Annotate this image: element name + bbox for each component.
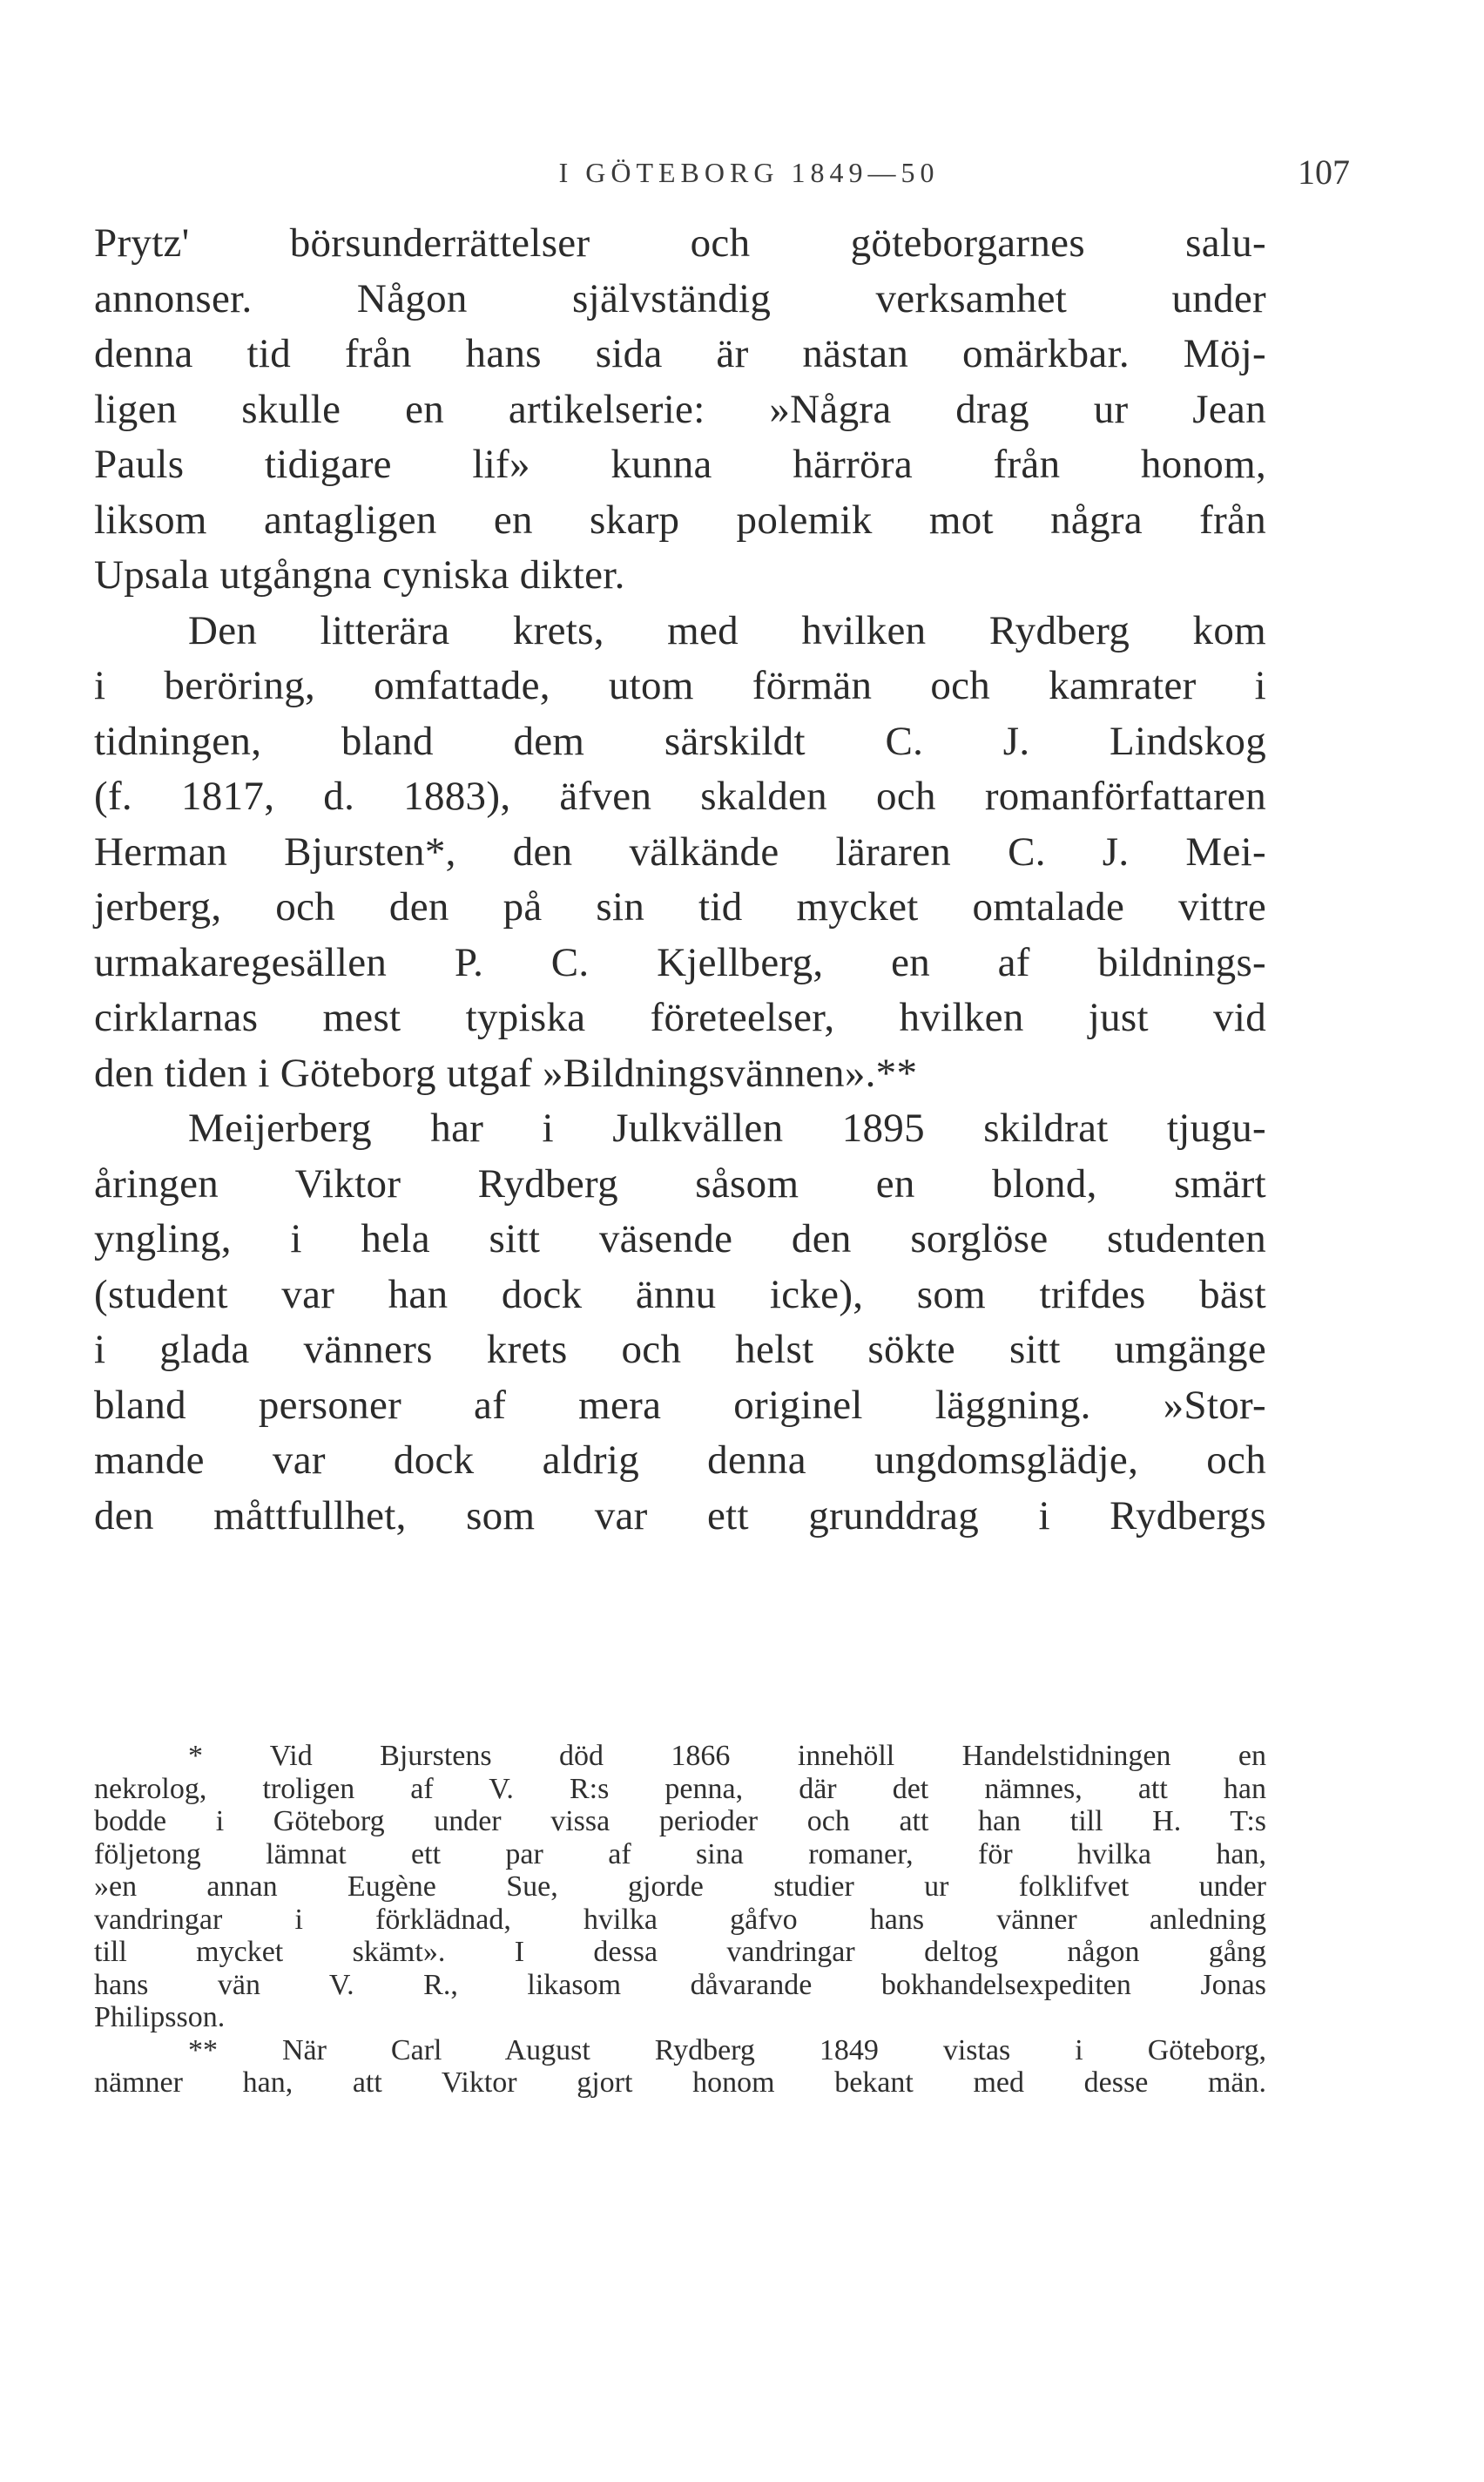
text-line: den måttfullhet, som var ett grunddrag i Rydbergs (94, 1492, 1266, 1539)
text-line: jerberg, och den på sin tid mycket omtalade vittre (94, 884, 1266, 930)
footnote-line: bodde i Göteborg under vissa perioder och att han till H. T:s (94, 1805, 1266, 1837)
text-line: urmakaregesällen P. C. Kjellberg, en af bildnings- (94, 939, 1266, 985)
body-text (94, 216, 1266, 1544)
footnote-line: till mycket skämt». I dessa vandringar deltog någon gång (94, 1936, 1266, 1968)
footnote-line: »en annan Eugène Sue, gjorde studier ur folklifvet under (94, 1870, 1266, 1903)
footnote-line: nekrolog, troligen af V. R:s penna, där det nämnes, att han (94, 1772, 1266, 1805)
text-line: Prytz' börsunderrättelser och göteborgarnes salu- (94, 220, 1266, 266)
text-line: Pauls tidigare lif» kunna härröra från honom, (94, 442, 1266, 487)
running-title: I GÖTEBORG 1849—50 (558, 157, 940, 188)
footnote-line: * Vid Bjurstens död 1866 innehöll Handelstidningen en (188, 1740, 1266, 1772)
text-line: Herman Bjursten*, den välkände läraren C. J. Mei- (94, 828, 1266, 875)
text-line: liksom antagligen en skarp polemik mot några från (94, 497, 1266, 543)
text-line: annonser. Någon självständig verksamhet under (94, 275, 1266, 321)
text-line: yngling, i hela sitt väsende den sorglöse studenten (94, 1216, 1266, 1261)
text-line: i glada vänners krets och helst sökte sitt umgänge (94, 1327, 1266, 1372)
text-line: (student var han dock ännu icke), som trifdes bäst (94, 1271, 1266, 1317)
text-line: Den litterära krets, med hvilken Rydberg kom (188, 607, 1266, 653)
text-line: den tiden i Göteborg utgaf »Bildningsvännen».** (94, 1050, 918, 1096)
text-line: mande var dock aldrig denna ungdomsglädje, och (94, 1437, 1266, 1483)
text-line: (f. 1817, d. 1883), äfven skalden och romanförfattaren (94, 774, 1266, 819)
text-line: denna tid från hans sida är nästan omärkbar. Möj- (94, 331, 1266, 376)
footnotes (94, 1740, 1266, 2100)
footnote-line: vandringar i förklädnad, hvilka gåfvo hans vänner anledning (94, 1903, 1266, 1936)
running-header (96, 146, 1385, 199)
text-line: Meijerberg har i Julkvällen 1895 skildrat tjugu- (188, 1106, 1266, 1151)
footnote-line: följetong lämnat ett par af sina romaner, för hvilka han, (94, 1837, 1266, 1870)
footnote-line: Philipsson. (94, 2001, 226, 2033)
text-line: i beröring, omfattade, utom förmän och kamrater i (94, 663, 1266, 708)
text-line: cirklarnas mest typiska företeelser, hvilken just vid (94, 995, 1266, 1040)
text-line: åringen Viktor Rydberg såsom en blond, smärt (94, 1160, 1266, 1207)
footnote-line: ** När Carl August Rydberg 1849 vistas i Göteborg, (188, 2033, 1266, 2066)
text-line: bland personer af mera originel läggning. »Stor- (94, 1382, 1266, 1428)
footnote-line: nämner han, att Viktor gjort honom bekant med desse män. (94, 2066, 1266, 2099)
text-line: tidningen, bland dem särskildt C. J. Lindskog (94, 718, 1266, 764)
text-line: ligen skulle en artikelserie: »Några drag ur Jean (94, 386, 1266, 432)
text-line: Upsala utgångna cyniska dikter. (94, 552, 625, 598)
footnote-line: hans vän V. R., likasom dåvarande bokhandelsexpediten Jonas (94, 1968, 1266, 2001)
page-number: 107 (1298, 152, 1350, 192)
